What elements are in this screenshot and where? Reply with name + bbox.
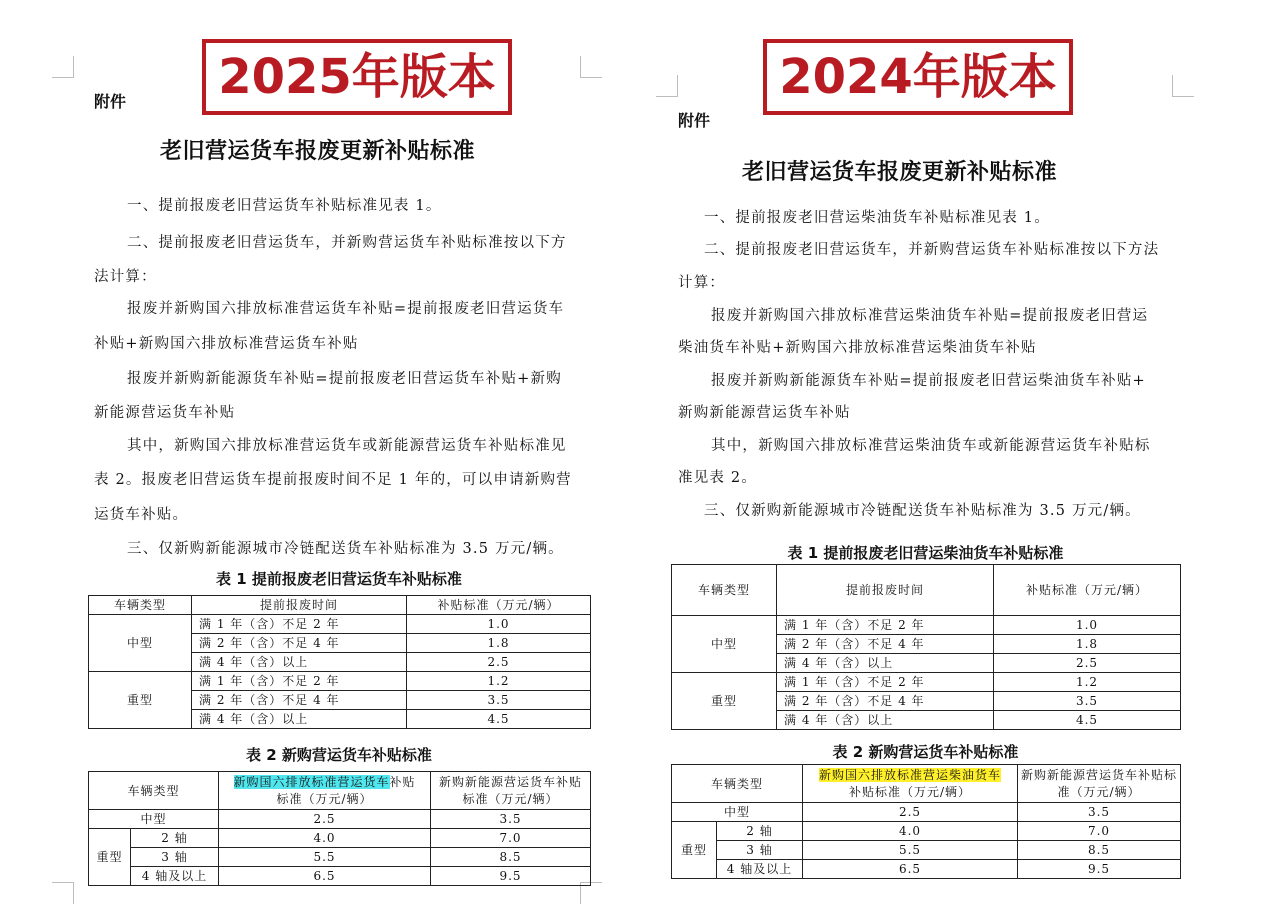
paragraph: 法计算： bbox=[94, 269, 157, 285]
version-label: 2025年版本 bbox=[202, 39, 512, 115]
highlighted-text: 新购国六排放标准营运货车 bbox=[233, 774, 390, 789]
subsidy-cell: 2.5 bbox=[994, 654, 1181, 673]
subsidy-cell: 5.5 bbox=[219, 848, 431, 867]
duration-cell: 满 4 年（含）以上 bbox=[777, 654, 994, 673]
subsidy-cell: 4.5 bbox=[994, 711, 1181, 730]
subsidy-cell: 4.0 bbox=[219, 829, 431, 848]
paragraph: 补贴+新购国六排放标准营运货车补贴 bbox=[94, 336, 359, 352]
axle-cell: 4 轴及以上 bbox=[717, 860, 803, 879]
table-header: 新购国六排放标准营运货车补贴 标准（万元/辆） bbox=[219, 772, 431, 810]
page-corner-mark bbox=[52, 56, 74, 78]
duration-cell: 满 2 年（含）不足 4 年 bbox=[192, 691, 407, 710]
table2 bbox=[671, 764, 1181, 879]
paragraph: 二、提前报废老旧营运货车，并新购营运货车补贴标准按以下方 bbox=[127, 235, 567, 251]
axle-cell: 2 轴 bbox=[717, 822, 803, 841]
version-label: 2024年版本 bbox=[763, 39, 1073, 115]
table1-title: 表 1 提前报废老旧营运柴油货车补贴标准 bbox=[787, 544, 1064, 562]
duration-cell: 满 2 年（含）不足 4 年 bbox=[777, 692, 994, 711]
paragraph: 报废并新购新能源货车补贴=提前报废老旧营运柴油货车补贴+ bbox=[711, 373, 1146, 389]
table1-title: 表 1 提前报废老旧营运货车补贴标准 bbox=[216, 570, 462, 588]
subsidy-cell: 2.5 bbox=[407, 653, 591, 672]
duration-cell: 满 4 年（含）以上 bbox=[192, 710, 407, 729]
paragraph: 新能源营运货车补贴 bbox=[94, 405, 236, 421]
vehicle-type-cell: 重型 bbox=[672, 822, 717, 879]
table-header: 车辆类型 bbox=[672, 565, 777, 616]
axle-cell: 4 轴及以上 bbox=[131, 867, 219, 886]
duration-cell: 满 1 年（含）不足 2 年 bbox=[192, 672, 407, 691]
vehicle-type-cell: 中型 bbox=[672, 616, 777, 673]
subsidy-cell: 1.2 bbox=[407, 672, 591, 691]
paragraph: 三、仅新购新能源城市冷链配送货车补贴标准为 3.5 万元/辆。 bbox=[127, 541, 564, 557]
table-header: 提前报废时间 bbox=[777, 565, 994, 616]
paragraph: 报废并新购国六排放标准营运柴油货车补贴=提前报废老旧营运 bbox=[711, 308, 1149, 324]
subsidy-cell: 6.5 bbox=[803, 860, 1018, 879]
paragraph: 表 2。报废老旧营运货车提前报废时间不足 1 年的，可以申请新购营 bbox=[94, 472, 572, 488]
subsidy-cell: 2.5 bbox=[219, 810, 431, 829]
axle-cell: 3 轴 bbox=[131, 848, 219, 867]
axle-cell: 2 轴 bbox=[131, 829, 219, 848]
table1 bbox=[671, 564, 1181, 730]
subsidy-cell: 6.5 bbox=[219, 867, 431, 886]
subsidy-cell: 7.0 bbox=[431, 829, 591, 848]
table-header: 新购新能源营运货车补贴标准（万元/辆） bbox=[1018, 765, 1181, 803]
page-corner-mark bbox=[580, 56, 602, 78]
vehicle-type-cell: 中型 bbox=[89, 810, 219, 829]
table-header: 车辆类型 bbox=[89, 596, 192, 615]
duration-cell: 满 4 年（含）以上 bbox=[192, 653, 407, 672]
subsidy-cell: 4.0 bbox=[803, 822, 1018, 841]
vehicle-type-cell: 重型 bbox=[89, 672, 192, 729]
subsidy-cell: 1.8 bbox=[994, 635, 1181, 654]
duration-cell: 满 1 年（含）不足 2 年 bbox=[192, 615, 407, 634]
subsidy-cell: 3.5 bbox=[1018, 803, 1181, 822]
duration-cell: 满 1 年（含）不足 2 年 bbox=[777, 616, 994, 635]
paragraph: 柴油货车补贴+新购国六排放标准营运柴油货车补贴 bbox=[678, 340, 1037, 356]
subsidy-cell: 3.5 bbox=[994, 692, 1181, 711]
subsidy-cell: 1.2 bbox=[994, 673, 1181, 692]
subsidy-cell: 1.0 bbox=[994, 616, 1181, 635]
paragraph: 新购新能源营运货车补贴 bbox=[678, 405, 851, 421]
table-header: 补贴标准（万元/辆） bbox=[407, 596, 591, 615]
duration-cell: 满 2 年（含）不足 4 年 bbox=[777, 635, 994, 654]
paragraph: 报废并新购国六排放标准营运货车补贴=提前报废老旧营运货车 bbox=[127, 301, 565, 317]
document-page-2024 bbox=[634, 0, 1269, 905]
subsidy-cell: 1.8 bbox=[407, 634, 591, 653]
table-header: 提前报废时间 bbox=[192, 596, 407, 615]
paragraph: 其中，新购国六排放标准营运货车或新能源营运货车补贴标准见 bbox=[127, 438, 567, 454]
paragraph: 计算： bbox=[678, 275, 726, 291]
vehicle-type-cell: 中型 bbox=[672, 803, 803, 822]
document-page-2025 bbox=[0, 0, 634, 905]
table-header: 新购新能源营运货车补贴标准（万元/辆） bbox=[431, 772, 591, 810]
table-header: 车辆类型 bbox=[89, 772, 219, 810]
paragraph: 三、仅新购新能源城市冷链配送货车补贴标准为 3.5 万元/辆。 bbox=[704, 503, 1141, 519]
paragraph: 一、提前报废老旧营运货车补贴标准见表 1。 bbox=[127, 198, 442, 214]
subsidy-cell: 3.5 bbox=[407, 691, 591, 710]
page-corner-mark bbox=[1172, 75, 1194, 97]
subsidy-cell: 8.5 bbox=[1018, 841, 1181, 860]
subsidy-cell: 4.5 bbox=[407, 710, 591, 729]
table2-title: 表 2 新购营运货车补贴标准 bbox=[246, 746, 432, 764]
duration-cell: 满 4 年（含）以上 bbox=[777, 711, 994, 730]
duration-cell: 满 2 年（含）不足 4 年 bbox=[192, 634, 407, 653]
table-header: 车辆类型 bbox=[672, 765, 803, 803]
subsidy-cell: 7.0 bbox=[1018, 822, 1181, 841]
page-corner-mark bbox=[656, 75, 678, 97]
page-corner-mark bbox=[52, 882, 74, 904]
table1 bbox=[88, 595, 591, 729]
document-title: 老旧营运货车报废更新补贴标准 bbox=[742, 159, 1058, 185]
vehicle-type-cell: 重型 bbox=[672, 673, 777, 730]
table-header: 新购国六排放标准营运柴油货车 补贴标准（万元/辆） bbox=[803, 765, 1018, 803]
paragraph: 一、提前报废老旧营运柴油货车补贴标准见表 1。 bbox=[704, 210, 1050, 226]
duration-cell: 满 1 年（含）不足 2 年 bbox=[777, 673, 994, 692]
subsidy-cell: 2.5 bbox=[803, 803, 1018, 822]
document-title: 老旧营运货车报废更新补贴标准 bbox=[160, 138, 476, 164]
highlighted-text: 新购国六排放标准营运柴油货车 bbox=[819, 767, 1002, 782]
subsidy-cell: 9.5 bbox=[1018, 860, 1181, 879]
subsidy-cell: 3.5 bbox=[431, 810, 591, 829]
subsidy-cell: 1.0 bbox=[407, 615, 591, 634]
paragraph: 准见表 2。 bbox=[678, 470, 758, 486]
subsidy-cell: 9.5 bbox=[431, 867, 591, 886]
table2 bbox=[88, 771, 591, 886]
table2-title: 表 2 新购营运货车补贴标准 bbox=[832, 743, 1019, 761]
paragraph: 二、提前报废老旧营运货车，并新购营运货车补贴标准按以下方法 bbox=[704, 242, 1160, 258]
table-header: 补贴标准（万元/辆） bbox=[994, 565, 1181, 616]
paragraph: 运货车补贴。 bbox=[94, 507, 189, 523]
attachment-label: 附件 bbox=[678, 111, 711, 130]
axle-cell: 3 轴 bbox=[717, 841, 803, 860]
subsidy-cell: 8.5 bbox=[431, 848, 591, 867]
paragraph: 报废并新购新能源货车补贴=提前报废老旧营运货车补贴+新购 bbox=[127, 371, 562, 387]
vehicle-type-cell: 中型 bbox=[89, 615, 192, 672]
subsidy-cell: 5.5 bbox=[803, 841, 1018, 860]
vehicle-type-cell: 重型 bbox=[89, 829, 131, 886]
attachment-label: 附件 bbox=[94, 92, 127, 111]
paragraph: 其中，新购国六排放标准营运柴油货车或新能源营运货车补贴标 bbox=[711, 438, 1151, 454]
